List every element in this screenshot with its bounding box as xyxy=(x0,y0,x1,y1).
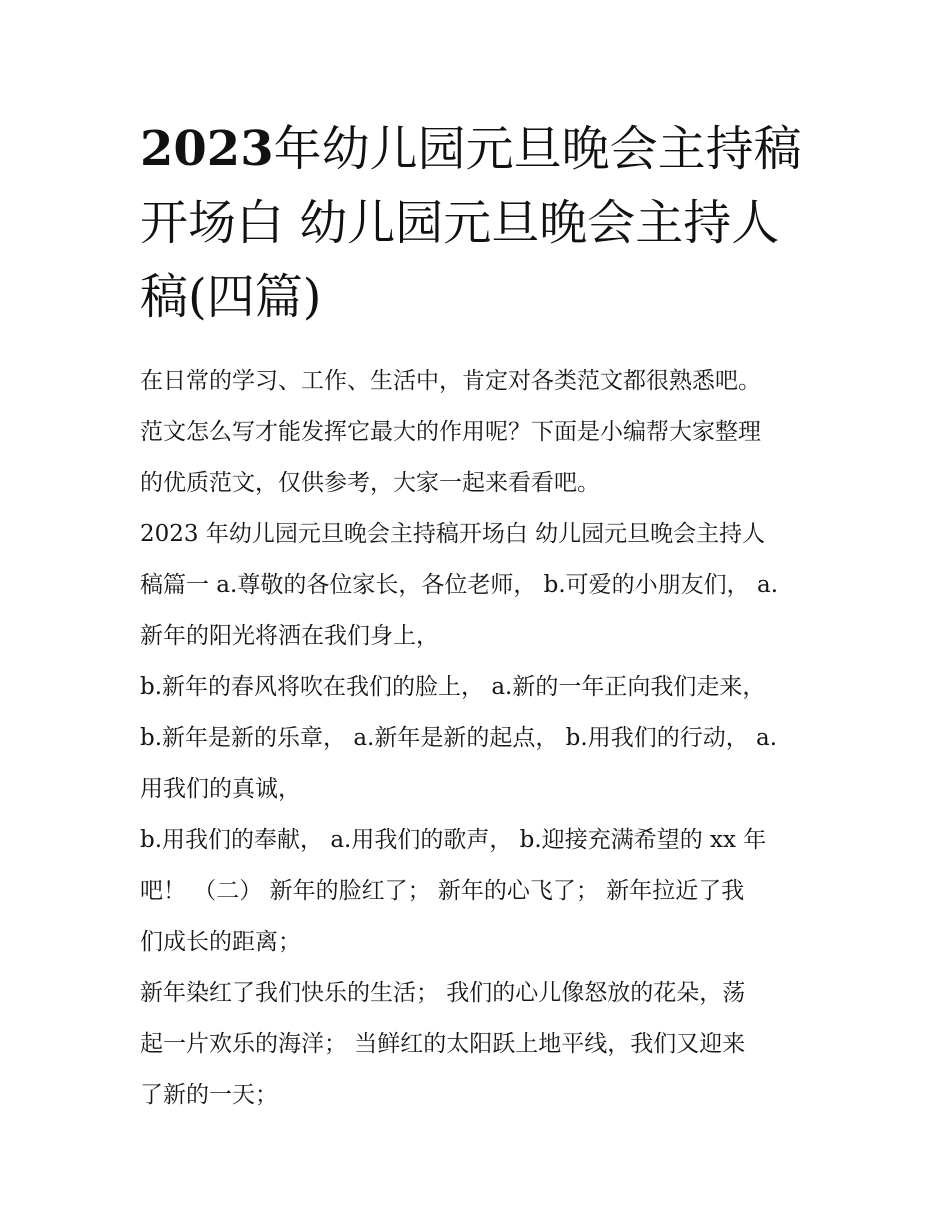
body-line: 的优质范文，仅供参考，大家一起来看看吧。 xyxy=(140,470,600,496)
title-text: 稿(四篇) xyxy=(140,269,322,325)
body-line: 了新的一天； xyxy=(140,1082,278,1108)
body-line: 用我们的真诚， xyxy=(140,776,301,802)
body-line: b.用我们的奉献， a.用我们的歌声， b.迎接充满希望的 xx 年 xyxy=(140,827,767,853)
body-line: 起一片欢乐的海洋； 当鲜红的太阳跃上地平线，我们又迎来 xyxy=(140,1031,746,1057)
body-line: 新年的阳光将洒在我们身上， xyxy=(140,623,439,649)
body-line: 在日常的学习、工作、生活中，肯定对各类范文都很熟悉吧。 xyxy=(140,368,761,394)
body-line: 们成长的距离； xyxy=(140,929,301,955)
title-line xyxy=(140,186,820,260)
body-line: 吧！ （二） 新年的脸红了； 新年的心飞了； 新年拉近了我 xyxy=(140,878,745,904)
document-title xyxy=(140,112,820,334)
title-line xyxy=(140,260,820,334)
title-text: 年幼儿园元旦晚会主持稿 xyxy=(273,121,802,177)
document-body xyxy=(140,356,830,1121)
title-text: 开场白 幼儿园元旦晚会主持人 xyxy=(140,195,780,251)
body-line: b.新年是新的乐章， a.新年是新的起点， b.用我们的行动， a. xyxy=(140,725,778,751)
body-line: b.新年的春风将吹在我们的脸上， a.新的一年正向我们走来， xyxy=(140,674,766,700)
title-year: 2023 xyxy=(140,121,274,177)
body-line: 2023 年幼儿园元旦晚会主持稿开场白 幼儿园元旦晚会主持人 xyxy=(140,521,766,547)
body-line: 新年染红了我们快乐的生活； 我们的心儿像怒放的花朵，荡 xyxy=(140,980,746,1006)
body-line: 范文怎么写才能发挥它最大的作用呢？下面是小编帮大家整理 xyxy=(140,419,761,445)
title-line xyxy=(140,112,820,186)
body-line: 稿篇一 a.尊敬的各位家长，各位老师， b.可爱的小朋友们， a. xyxy=(140,572,779,598)
